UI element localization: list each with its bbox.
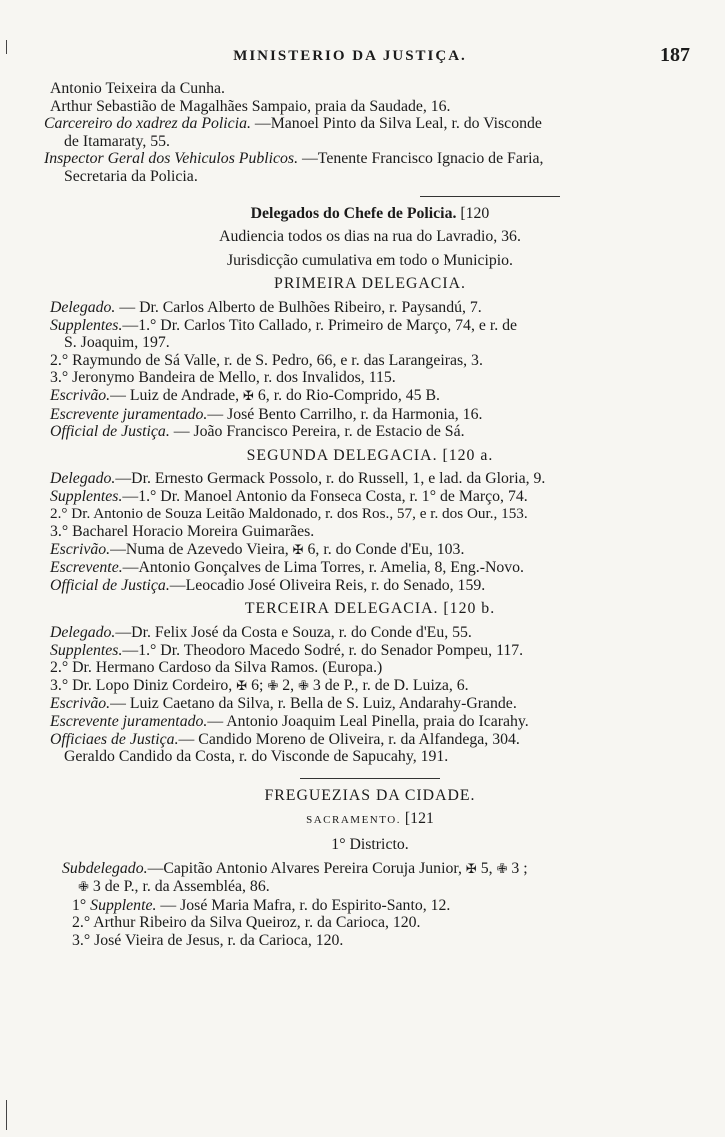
- text-line: 3.° Jeronymo Bandeira de Mello, r. dos Invalidos, 115.: [50, 369, 396, 387]
- cross-icon: ✙: [496, 861, 508, 877]
- text-line: Arthur Sebastião de Magalhães Sampaio, praia da Saudade, 16.: [50, 97, 451, 115]
- text-line: Audiencia todos os dias na rua do Lavradio, 36.: [219, 228, 521, 246]
- text-line: 2.° Dr. Hermano Cardoso da Silva Ramos. (Europa.): [50, 659, 383, 677]
- document-page: [44, 0, 690, 950]
- text-line: 1° Supplente. — José Maria Mafra, r. do Espirito-Santo, 12.: [72, 896, 451, 914]
- text-line: Delegado.—Dr. Ernesto Germack Possolo, r. do Russell, 1, e lad. da Gloria, 9.: [50, 470, 546, 488]
- order-badge-icon: ✠: [236, 678, 248, 694]
- text-line: 3.° Bacharel Horacio Moreira Guimarães.: [50, 523, 315, 541]
- section-heading: PRIMEIRA DELEGACIA.: [274, 275, 466, 293]
- text-line: Supplentes.—1.° Dr. Theodoro Macedo Sodré, r. do Senador Pompeu, 117.: [50, 641, 524, 659]
- text-line: de Itamaraty, 55.: [64, 132, 170, 150]
- page-number: 187: [660, 44, 690, 66]
- cross-icon: ✙: [298, 678, 309, 694]
- text-line: Officiaes de Justiça.— Candido Moreno de Oliveira, r. da Alfandega, 304.: [50, 730, 520, 748]
- section-heading: SEGUNDA DELEGACIA. [120 a.: [246, 446, 494, 464]
- text-line: Escrivão.— Luiz de Andrade, ✠ 6, r. do Rio-Comprido, 45 B.: [50, 386, 441, 404]
- text-line: ✙ 3 de P., r. da Assembléa, 86.: [78, 878, 270, 896]
- text-line: Secretaria da Policia.: [64, 167, 198, 185]
- text-line: Jurisdicção cumulativa em todo o Municipio.: [226, 251, 514, 269]
- text-line: Escrevente juramentado.— Antonio Joaquim Leal Pinella, praia do Icarahy.: [50, 713, 529, 730]
- text-line: 2.° Arthur Ribeiro da Silva Queiroz, r. da Carioca, 120.: [72, 914, 421, 932]
- section-heading: SACRAMENTO. [121: [306, 810, 434, 828]
- section-heading: 1° Districto.: [331, 835, 409, 853]
- text-line: Delegado.—Dr. Felix José da Costa e Souza, r. do Conde d'Eu, 55.: [50, 624, 472, 642]
- margin-mark: [6, 1100, 7, 1130]
- page-header: [50, 0, 690, 66]
- order-badge-icon: ✠: [292, 542, 304, 558]
- text-line: Supplentes.—1.° Dr. Carlos Tito Callado, r. Primeiro de Março, 74, e r. de: [50, 316, 518, 334]
- text-line: Official de Justiça.—Leocadio José Oliveira Reis, r. do Senado, 159.: [50, 576, 486, 594]
- text-line: Official de Justiça. — João Francisco Pereira, r. de Estacio de Sá.: [50, 423, 465, 441]
- text-line: Subdelegado.—Capitão Antonio Alvares Pereira Coruja Junior, ✠ 5, ✙ 3 ;: [62, 859, 528, 877]
- margin-mark: [6, 40, 7, 54]
- section-heading: Delegados do Chefe de Policia. [120: [250, 204, 490, 222]
- text-line: Supplentes.—1.° Dr. Manoel Antonio da Fonseca Costa, r. 1° de Março, 74.: [50, 487, 528, 505]
- order-badge-icon: ✠: [465, 861, 477, 877]
- running-title: MINISTERIO DA JUSTIÇA.: [233, 48, 467, 64]
- cross-icon: ✙: [267, 678, 279, 694]
- text-line: Antonio Teixeira da Cunha.: [50, 80, 225, 97]
- text-line: Delegado. — Dr. Carlos Alberto de Bulhões Ribeiro, r. Paysandú, 7.: [50, 298, 482, 316]
- section-heading: FREGUEZIAS DA CIDADE.: [264, 786, 476, 804]
- text-line: Escrevente.—Antonio Gonçalves de Lima Torres, r. Amelia, 8, Eng.-Novo.: [50, 559, 525, 577]
- text-line: 3.° Dr. Lopo Diniz Cordeiro, ✠ 6; ✙ 2, ✙ 3 de P., r. de D. Luiza, 6.: [50, 676, 469, 694]
- cross-icon: ✙: [78, 880, 89, 896]
- section-divider: [300, 778, 440, 779]
- text-line: 2.° Dr. Antonio de Souza Leitão Maldonado, r. dos Ros., 57, e r. dos Our., 153.: [50, 505, 528, 523]
- text-line: Escrivão.— Luiz Caetano da Silva, r. Bella de S. Luiz, Andarahy-Grande.: [50, 695, 517, 713]
- section-heading: TERCEIRA DELEGACIA. [120 b.: [244, 600, 496, 618]
- order-badge-icon: ✠: [243, 388, 254, 404]
- text-line: S. Joaquim, 197.: [64, 334, 170, 352]
- text-line: Carcereiro do xadrez da Policia. —Manoel Pinto da Silva Leal, r. do Visconde: [44, 115, 542, 133]
- text-line: 3.° José Vieira de Jesus, r. da Carioca, 120.: [72, 931, 344, 949]
- text-line: Geraldo Candido da Costa, r. do Visconde de Sapucahy, 191.: [64, 748, 449, 766]
- text-line: 2.° Raymundo de Sá Valle, r. de S. Pedro, 66, e r. das Larangeiras, 3.: [50, 351, 483, 369]
- text-line: Escrivão.—Numa de Azevedo Vieira, ✠ 6, r. do Conde d'Eu, 103.: [50, 540, 465, 558]
- text-line: Escrevente juramentado.— José Bento Carrilho, r. da Harmonia, 16.: [50, 405, 483, 423]
- text-line: Inspector Geral dos Vehiculos Publicos. —Tenente Francisco Ignacio de Faria,: [44, 150, 544, 168]
- section-divider: [420, 196, 560, 197]
